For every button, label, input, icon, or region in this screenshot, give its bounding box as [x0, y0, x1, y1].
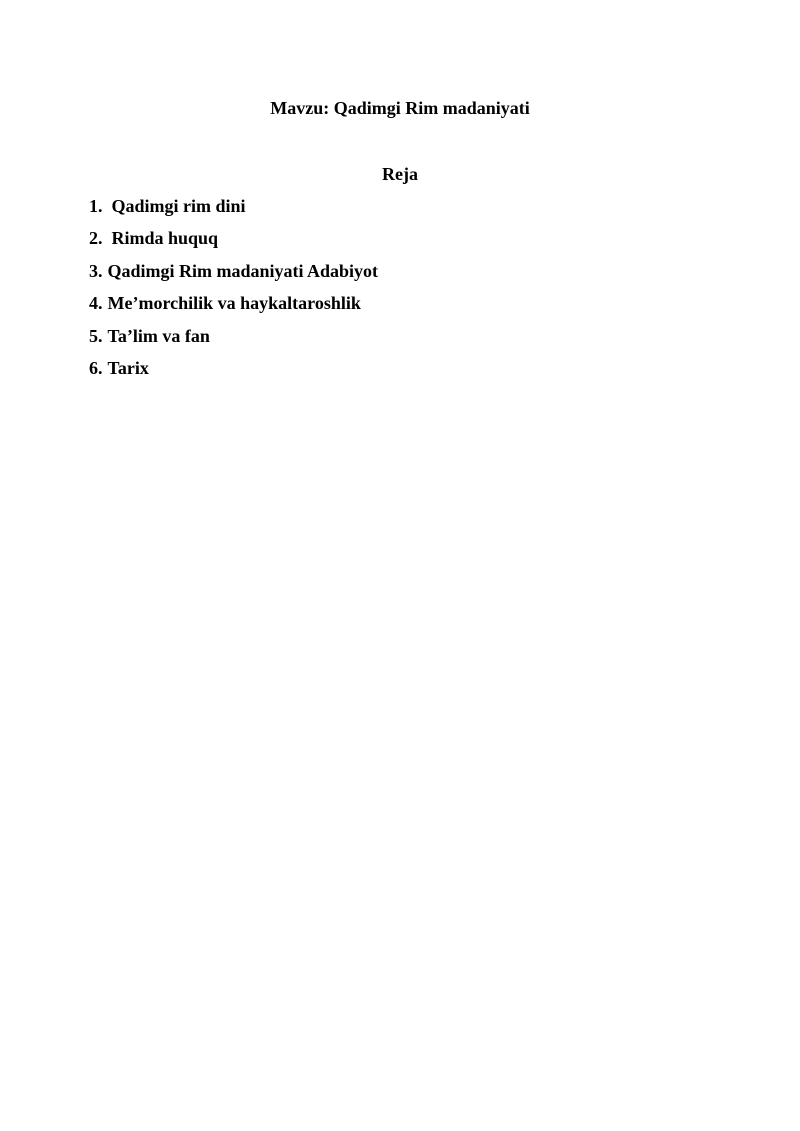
plan-item-number: 6.	[89, 357, 103, 378]
plan-item-5	[89, 324, 378, 356]
plan-item-6	[89, 356, 378, 388]
document-title: Mavzu: Qadimgi Rim madaniyati	[270, 98, 530, 118]
plan-list	[89, 194, 378, 388]
plan-item-number: 3.	[89, 260, 103, 281]
plan-item-text: Qadimgi Rim madaniyati Adabiyot	[107, 260, 379, 281]
plan-item-1	[89, 194, 378, 226]
plan-item-3	[89, 259, 378, 291]
plan-item-number: 5.	[89, 325, 103, 346]
plan-item-number: 2.	[89, 228, 103, 249]
plan-item-number: 4.	[89, 293, 103, 314]
plan-item-4	[89, 291, 378, 323]
plan-item-text: Qadimgi rim dini	[111, 196, 246, 216]
plan-item-text: Ta’lim va fan	[107, 325, 210, 346]
plan-item-2	[89, 226, 378, 258]
plan-item-text: Tarix	[107, 357, 149, 378]
plan-item-number: 1.	[89, 196, 103, 216]
plan-item-text: Rimda huquq	[111, 228, 219, 249]
plan-heading: Reja	[382, 164, 418, 184]
plan-item-text: Me’morchilik va haykaltaroshlik	[107, 293, 361, 314]
